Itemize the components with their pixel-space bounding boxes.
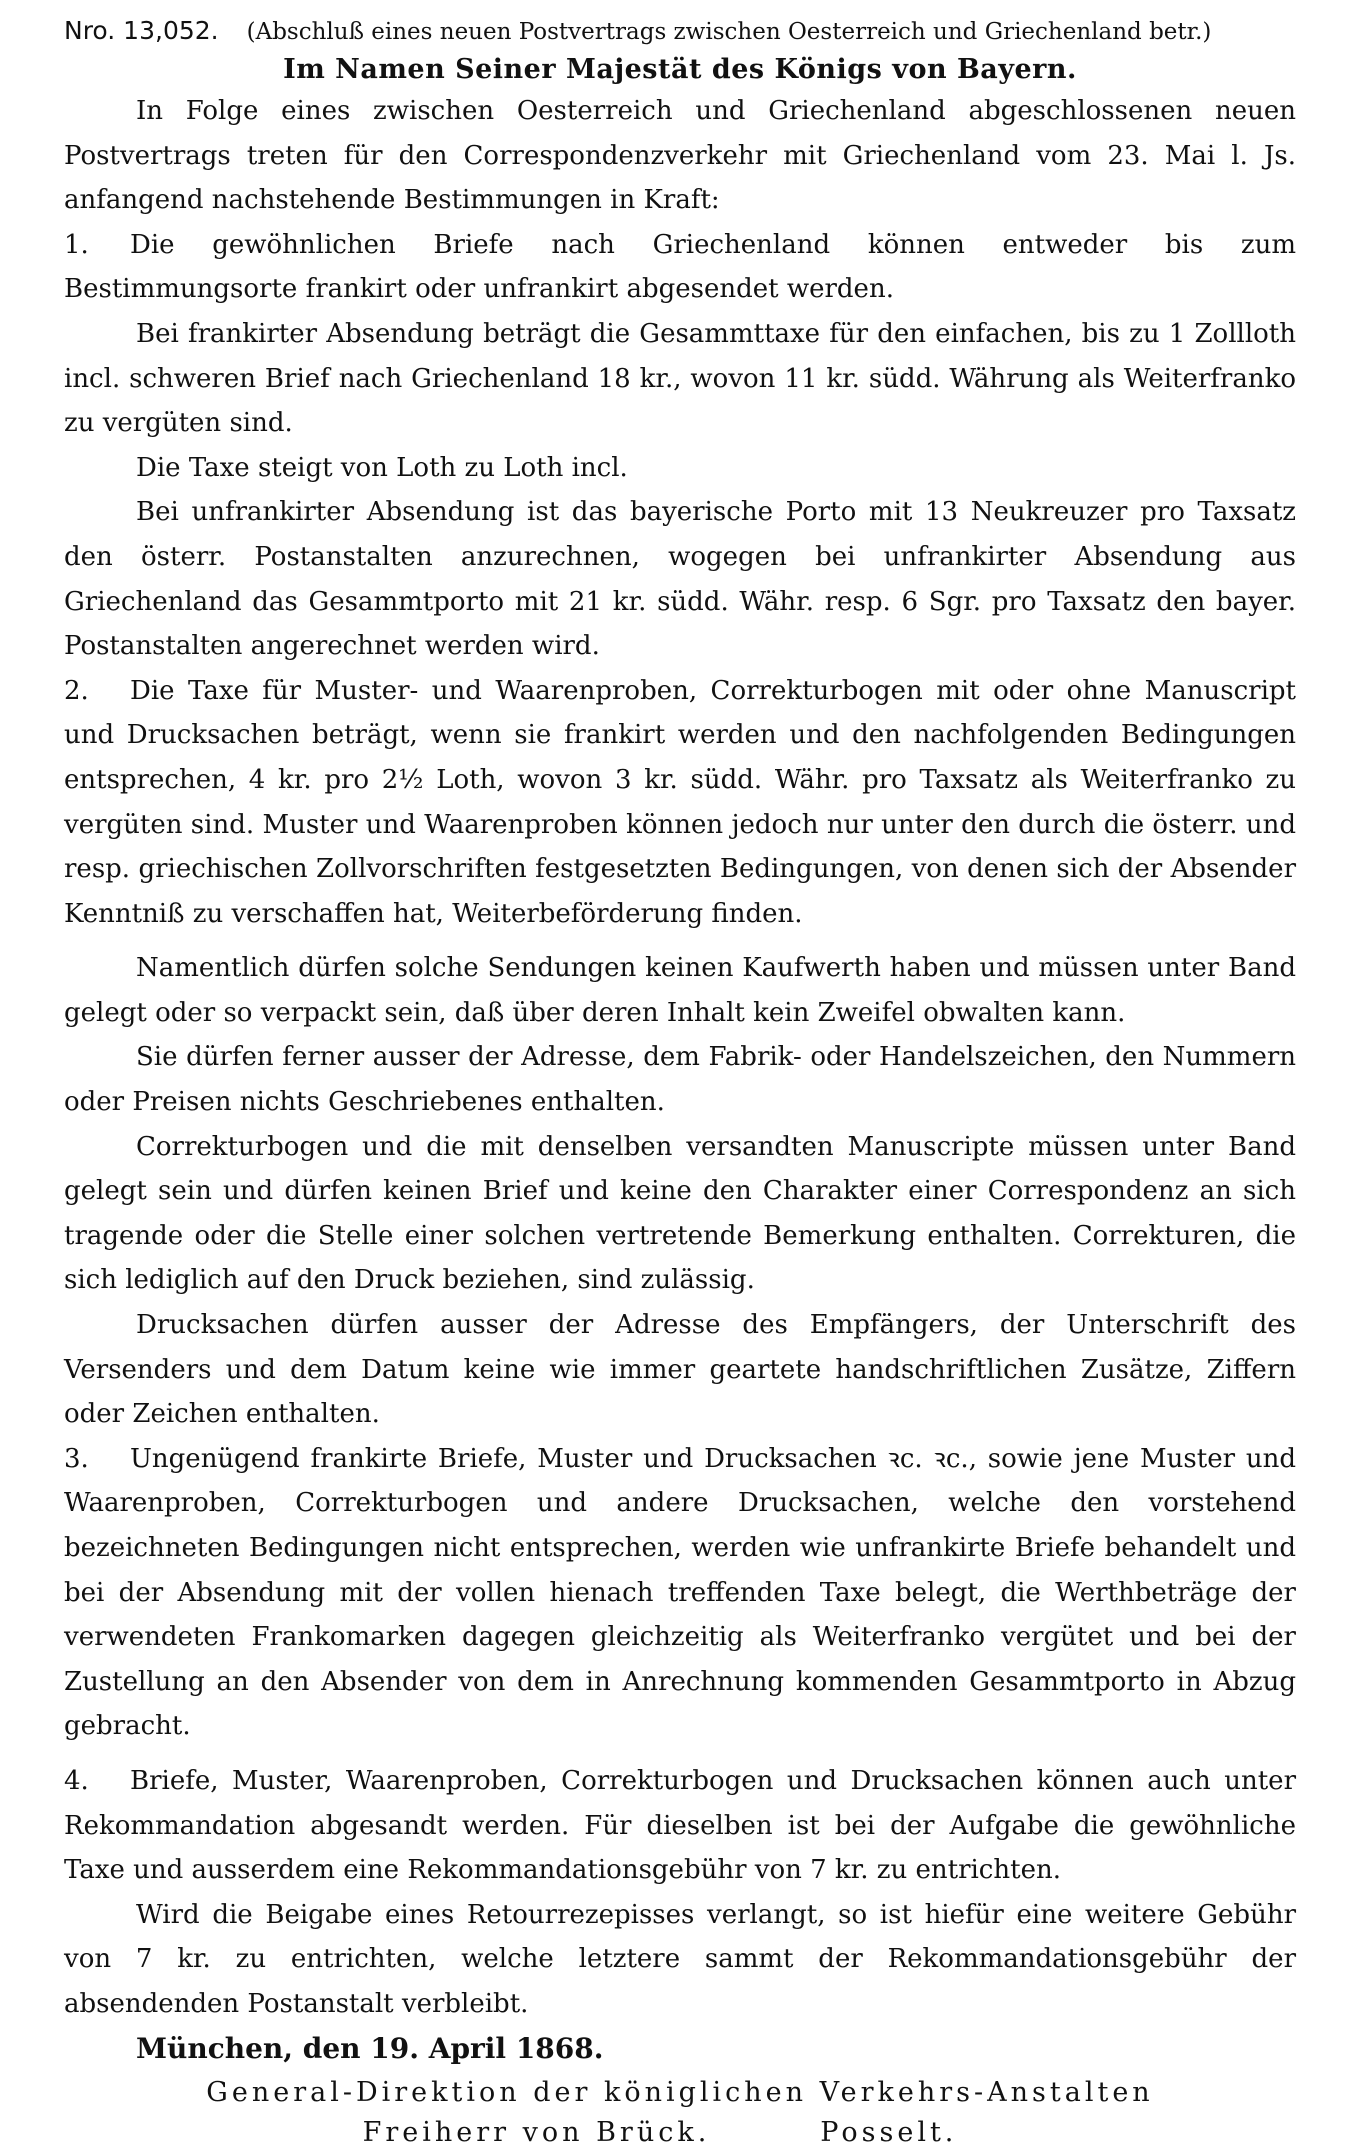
section-2-paragraph-1: 2. Die Taxe für Muster- und Waarenproben, Correkturbogen mit oder ohne Manuscript und Drucksachen beträgt, wenn sie frankirt werden und den nachfolgenden Bedingungen entsprechen, 4 kr. pro 2½ Loth, wovon 3 kr. südd. Währ. pro Taxsatz als Weiterfranko zu vergüten sind. Muster und Waarenproben können jedoch nur unter den durch die österr. und resp. griechischen Zollvorschriften festgesetzten Bedingungen, von denen sich der Absender Kenntniß zu verschaffen hat, Weiterbeförderung finden. bbox=[64, 669, 1296, 937]
intro-paragraph: In Folge eines zwischen Oesterreich und Griechenland abgeschlossenen neuen Postvertrags treten für den Correspondenzverkehr mit Griechenland vom 23. Mai l. Js. anfangend nachstehende Bestimmungen in Kraft: bbox=[64, 96, 1296, 216]
section-2-paragraph-3: Sie dürfen ferner ausser der Adresse, dem Fabrik- oder Handelszeichen, den Nummern oder Preisen nichts Geschriebenes enthalten. bbox=[64, 1042, 1296, 1118]
section-1-paragraph-3: Die Taxe steigt von Loth zu Loth incl. bbox=[136, 452, 628, 483]
section-2-marker: 2. bbox=[64, 675, 89, 706]
signatory-posselt: Posselt. bbox=[820, 2116, 958, 2148]
section-3-paragraph-1: 3. Ungenügend frankirte Briefe, Muster und Drucksachen ꝛc. ꝛc., sowie jene Muster und Waarenproben, Correkturbogen und andere Drucksachen, welche den vorstehend bezeichneten Bedingungen nicht entsprechen, werden wie unfrankirte Briefe behandelt und bei der Absendung mit der vollen hienach treffenden Taxe belegt, die Werthbeträge der verwendeten Frankomarken dagegen gleichzeitig als Weiterfranko vergütet und bei der Zustellung an den Absender von dem in Anrechnung kommenden Gesammtporto in Abzug gebracht. bbox=[64, 1437, 1296, 1749]
decree-subject: (Abschluß eines neuen Postvertrags zwischen Oesterreich und Griechenland betr.) bbox=[246, 19, 1212, 45]
section-4-paragraph-2: Wird die Beigabe eines Retourrezepisses verlangt, so ist hiefür eine weitere Gebühr von 7 kr. zu entrichten, welche letztere sammt der Rekommandationsgebühr der absendenden Postanstalt verbleibt. bbox=[64, 1899, 1296, 2019]
section-3-marker: 3. bbox=[64, 1443, 89, 1474]
dateline: München, den 19. April 1868. bbox=[136, 2031, 604, 2065]
section-1-paragraph-1: 1. Die gewöhnlichen Briefe nach Griechenland können entweder bis zum Bestimmungsorte frankirt oder unfrankirt abgesendet werden. bbox=[64, 223, 1296, 312]
section-2-paragraph-2: Namentlich dürfen solche Sendungen keinen Kaufwerth haben und müssen unter Band gelegt oder so verpackt sein, daß über deren Inhalt kein Zweifel obwalten kann. bbox=[64, 953, 1296, 1028]
section-1-paragraph-2: Bei frankirter Absendung beträgt die Gesammttaxe für den einfachen, bis zu 1 Zollloth incl. schweren Brief nach Griechenland 18 kr., wovon 11 kr. südd. Währung als Weiterfranko zu vergüten sind. bbox=[64, 318, 1296, 439]
section-1-marker: 1. bbox=[64, 229, 89, 260]
section-4-paragraph-1: 4. Briefe, Muster, Waarenproben, Correkturbogen und Drucksachen können auch unter Rekommandation abgesandt werden. Für dieselben ist bei der Aufgabe die gewöhnliche Taxe und ausserdem eine Rekommandationsgebühr von 7 kr. zu entrichten. bbox=[64, 1759, 1296, 1893]
section-2-paragraph-5: Drucksachen dürfen ausser der Adresse des Empfängers, der Unterschrift des Versenders und dem Datum keine wie immer geartete handschriftlichen Zusätze, Ziffern oder Zeichen enthalten. bbox=[64, 1310, 1296, 1430]
royal-formula: Im Namen Seiner Majestät des Königs von Bayern. bbox=[283, 54, 1077, 85]
issuing-authority: General-Direktion der königlichen Verkehrs-Anstalten bbox=[206, 2076, 1154, 2108]
document-page bbox=[64, 14, 1296, 2148]
document-body bbox=[64, 89, 1296, 2027]
signatures bbox=[64, 2113, 1296, 2153]
decree-number: Nro. 13,052. bbox=[64, 16, 219, 45]
section-2-paragraph-4: Correkturbogen und die mit denselben versandten Manuscripte müssen unter Band gelegt sein und dürfen keinen Brief und keine den Charakter einer Correspondenz an sich tragende oder die Stelle einer solchen vertretende Bemerkung enthalten. Correkturen, die sich lediglich auf den Druck beziehen, sind zulässig. bbox=[64, 1131, 1296, 1296]
document-header bbox=[64, 14, 1296, 49]
section-4-marker: 4. bbox=[64, 1765, 89, 1796]
signatory-bruck: Freiherr von Brück. bbox=[362, 2116, 711, 2148]
section-1-paragraph-4: Bei unfrankirter Absendung ist das bayerische Porto mit 13 Neukreuzer pro Taxsatz den österr. Postanstalten anzurechnen, wogegen bei unfrankirter Absendung aus Griechenland das Gesammtporto mit 21 kr. südd. Währ. resp. 6 Sgr. pro Taxsatz den bayer. Postanstalten angerechnet werden wird. bbox=[64, 497, 1296, 662]
